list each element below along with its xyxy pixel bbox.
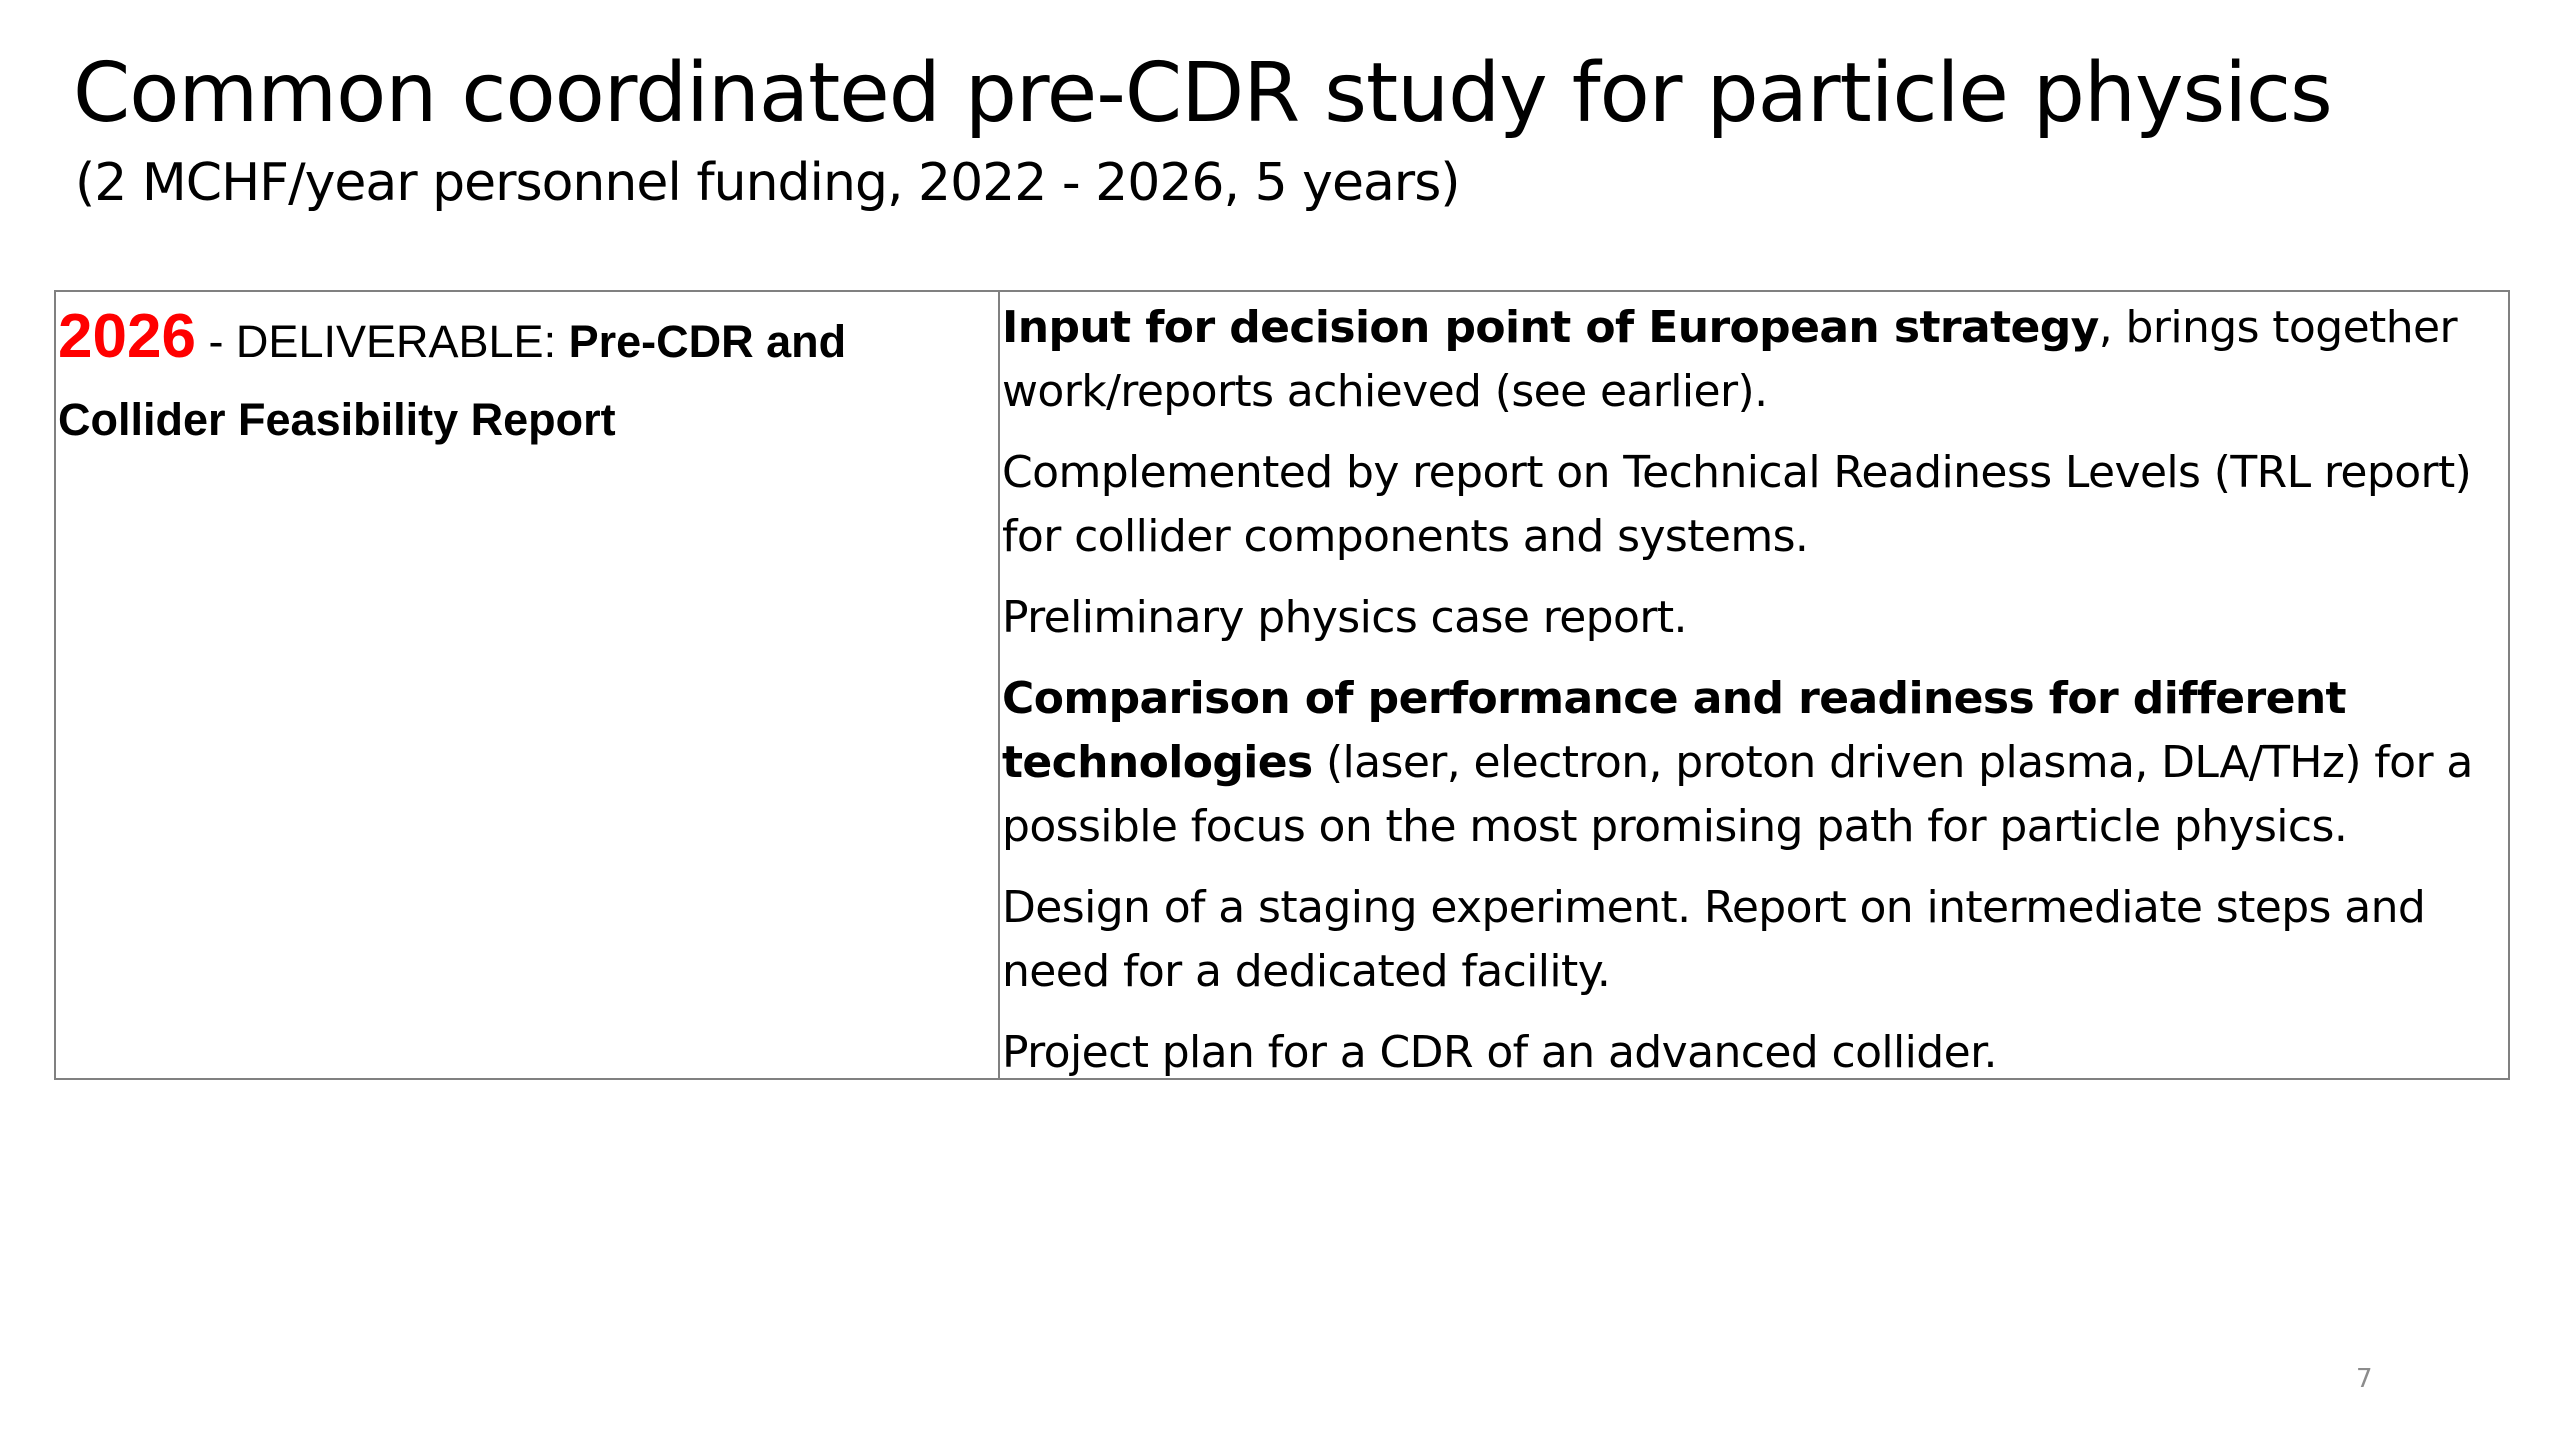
paragraph-text: (laser, electron, proton driven plasma, DLA/THz) for a [1312, 737, 2473, 788]
slide-subtitle: (2 MCHF/year personnel funding, 2022 - 2026, 5 years) [75, 153, 1460, 213]
deliverable-title-line1: Pre-CDR and [568, 316, 847, 367]
paragraph-text: Design of a staging experiment. Report on intermediate steps and [1002, 882, 2426, 933]
deliverable-year: 2026 [58, 302, 196, 371]
paragraph-text: need for a dedicated facility. [1002, 946, 1611, 997]
paragraph-european-strategy [1002, 296, 2508, 424]
paragraph-text: , brings together [2098, 302, 2457, 353]
slide-title: Common coordinated pre-CDR study for particle physics [73, 46, 2332, 141]
paragraph-text: Complemented by report on Technical Readiness Levels (TRL report) [1002, 447, 2472, 498]
paragraph-text: Project plan for a CDR of an advanced collider. [1002, 1027, 1997, 1078]
paragraph-text: work/reports achieved (see earlier). [1002, 366, 1768, 417]
paragraph-bold-text: Input for decision point of European strategy [1002, 302, 2099, 353]
paragraph-staging-experiment [1002, 876, 2508, 1004]
deliverable-label: - DELIVERABLE: [195, 316, 569, 367]
paragraph-text: possible focus on the most promising path for particle physics. [1002, 801, 2348, 852]
deliverable-table [54, 290, 2510, 1080]
paragraph-text: Preliminary physics case report. [1002, 592, 1687, 643]
paragraph-bold-text: technologies [1002, 737, 1313, 788]
paragraph-technology-comparison [1002, 667, 2508, 859]
description-cell [1000, 292, 2508, 1078]
paragraph-project-plan [1002, 1021, 2508, 1085]
paragraph-trl-report [1002, 441, 2508, 569]
paragraph-bold-text: Comparison of performance and readiness for different [1002, 673, 2346, 724]
paragraph-physics-case [1002, 586, 2508, 650]
deliverable-title-line2: Collider Feasibility Report [58, 394, 616, 445]
page-number: 7 [2356, 1364, 2373, 1394]
deliverable-cell [56, 292, 1000, 1078]
paragraph-text: for collider components and systems. [1002, 511, 1809, 562]
